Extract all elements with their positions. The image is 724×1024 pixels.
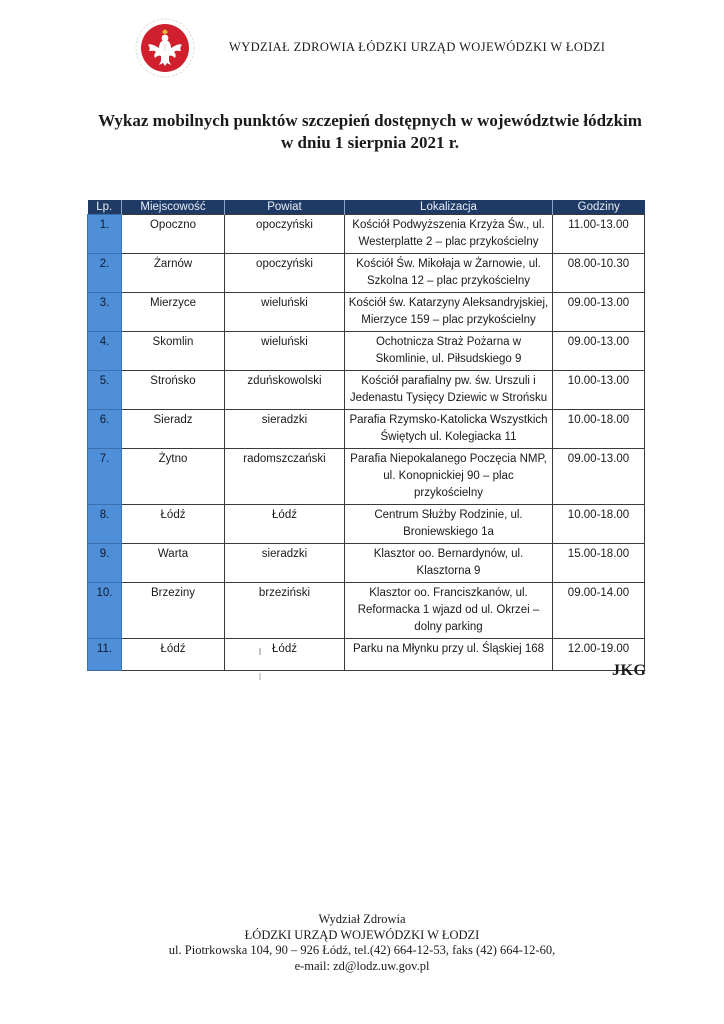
cell-lp: 2. bbox=[88, 254, 122, 293]
cell-hours: 11.00-13.00 bbox=[553, 215, 645, 254]
table-header-row bbox=[88, 200, 645, 215]
cell-place: Łódź bbox=[122, 639, 225, 671]
cell-lp: 8. bbox=[88, 505, 122, 544]
cell-location: Parafia Rzymsko-Katolicka Wszystkich Świętych ul. Kolegiacka 11 bbox=[345, 410, 553, 449]
cell-county: sieradzki bbox=[225, 410, 345, 449]
cell-hours: 12.00-19.00 bbox=[553, 639, 645, 671]
footer-address bbox=[110, 912, 614, 974]
table-row bbox=[88, 544, 645, 583]
cell-location: Parku na Młynku przy ul. Śląskiej 168 bbox=[345, 639, 553, 671]
cell-county: wieluński bbox=[225, 293, 345, 332]
column-header-lp: Lp. bbox=[88, 200, 122, 215]
cell-lp: 11. bbox=[88, 639, 122, 671]
table-row bbox=[88, 293, 645, 332]
cell-place: Łódź bbox=[122, 505, 225, 544]
letterhead bbox=[135, 18, 695, 80]
column-header-hours: Godziny bbox=[553, 200, 645, 215]
cell-location: Klasztor oo. Bernardynów, ul. Klasztorna 9 bbox=[345, 544, 553, 583]
column-header-county: Powiat bbox=[225, 200, 345, 215]
cell-hours: 15.00-18.00 bbox=[553, 544, 645, 583]
stray-pen-mark bbox=[258, 647, 262, 683]
title-line-2: w dniu 1 sierpnia 2021 r. bbox=[281, 133, 459, 152]
cell-lp: 9. bbox=[88, 544, 122, 583]
polish-eagle-emblem-icon bbox=[135, 18, 195, 78]
cell-location: Ochotnicza Straż Pożarna w Skomlinie, ul. Piłsudskiego 9 bbox=[345, 332, 553, 371]
cell-lp: 10. bbox=[88, 583, 122, 639]
cell-county: radomszczański bbox=[225, 449, 345, 505]
table-row bbox=[88, 371, 645, 410]
cell-place: Opoczno bbox=[122, 215, 225, 254]
cell-lp: 1. bbox=[88, 215, 122, 254]
cell-place: Żarnów bbox=[122, 254, 225, 293]
footer-line-2: ŁÓDZKI URZĄD WOJEWÓDZKI W ŁODZI bbox=[244, 927, 480, 942]
cell-lp: 7. bbox=[88, 449, 122, 505]
cell-hours: 10.00-18.00 bbox=[553, 410, 645, 449]
cell-county: brzeziński bbox=[225, 583, 345, 639]
title-line-1: Wykaz mobilnych punktów szczepień dostępnych w województwie łódzkim bbox=[98, 111, 642, 130]
cell-lp: 5. bbox=[88, 371, 122, 410]
table-row bbox=[88, 410, 645, 449]
column-header-place: Miejscowość bbox=[122, 200, 225, 215]
cell-location: Kościół św. Katarzyny Aleksandryjskiej, Mierzyce 159 – plac przykościelny bbox=[345, 293, 553, 332]
cell-place: Strońsko bbox=[122, 371, 225, 410]
document-title bbox=[80, 110, 660, 154]
cell-location: Centrum Służby Rodzinie, ul. Broniewskiego 1a bbox=[345, 505, 553, 544]
cell-hours: 09.00-13.00 bbox=[553, 449, 645, 505]
vaccination-points-table bbox=[87, 200, 645, 671]
cell-place: Warta bbox=[122, 544, 225, 583]
table-row bbox=[88, 639, 645, 671]
table-row bbox=[88, 215, 645, 254]
cell-place: Skomlin bbox=[122, 332, 225, 371]
cell-place: Żytno bbox=[122, 449, 225, 505]
footer-line-3: ul. Piotrkowska 104, 90 – 926 Łódź, tel.(42) 664-12-53, faks (42) 664-12-60, bbox=[168, 943, 556, 957]
cell-county: zduńskowolski bbox=[225, 371, 345, 410]
cell-county: wieluński bbox=[225, 332, 345, 371]
cell-hours: 10.00-18.00 bbox=[553, 505, 645, 544]
cell-county: opoczyński bbox=[225, 215, 345, 254]
cell-county: opoczyński bbox=[225, 254, 345, 293]
footer-line-1: Wydział Zdrowia bbox=[318, 912, 406, 926]
column-header-location: Lokalizacja bbox=[345, 200, 553, 215]
cell-hours: 10.00-13.00 bbox=[553, 371, 645, 410]
table-row bbox=[88, 254, 645, 293]
cell-place: Mierzyce bbox=[122, 293, 225, 332]
table-row bbox=[88, 332, 645, 371]
cell-place: Sieradz bbox=[122, 410, 225, 449]
table-row bbox=[88, 449, 645, 505]
cell-hours: 09.00-14.00 bbox=[553, 583, 645, 639]
author-initials: JKG bbox=[612, 662, 647, 679]
footer-line-4: e-mail: zd@lodz.uw.gov.pl bbox=[294, 958, 430, 973]
cell-hours: 09.00-13.00 bbox=[553, 332, 645, 371]
cell-lp: 6. bbox=[88, 410, 122, 449]
table-row bbox=[88, 505, 645, 544]
cell-lp: 3. bbox=[88, 293, 122, 332]
cell-place: Brzeziny bbox=[122, 583, 225, 639]
institution-header: WYDZIAŁ ZDROWIA ŁÓDZKI URZĄD WOJEWÓDZKI W ŁODZI bbox=[229, 40, 606, 54]
cell-location: Parafia Niepokalanego Poczęcia NMP, ul. Konopnickiej 90 – plac przykościelny bbox=[345, 449, 553, 505]
cell-location: Kościół Św. Mikołaja w Żarnowie, ul. Szkolna 12 – plac przykościelny bbox=[345, 254, 553, 293]
cell-location: Klasztor oo. Franciszkanów, ul. Reformacka 1 wjazd od ul. Okrzei – dolny parking bbox=[345, 583, 553, 639]
cell-location: Kościół Podwyższenia Krzyża Św., ul. Westerplatte 2 – plac przykościelny bbox=[345, 215, 553, 254]
cell-county: Łódź bbox=[225, 639, 345, 671]
cell-hours: 08.00-10.30 bbox=[553, 254, 645, 293]
cell-county: Łódź bbox=[225, 505, 345, 544]
table-row bbox=[88, 583, 645, 639]
cell-county: sieradzki bbox=[225, 544, 345, 583]
cell-hours: 09.00-13.00 bbox=[553, 293, 645, 332]
cell-location: Kościół parafialny pw. św. Urszuli i Jedenastu Tysięcy Dziewic w Strońsku bbox=[345, 371, 553, 410]
table-body bbox=[88, 215, 645, 671]
cell-lp: 4. bbox=[88, 332, 122, 371]
